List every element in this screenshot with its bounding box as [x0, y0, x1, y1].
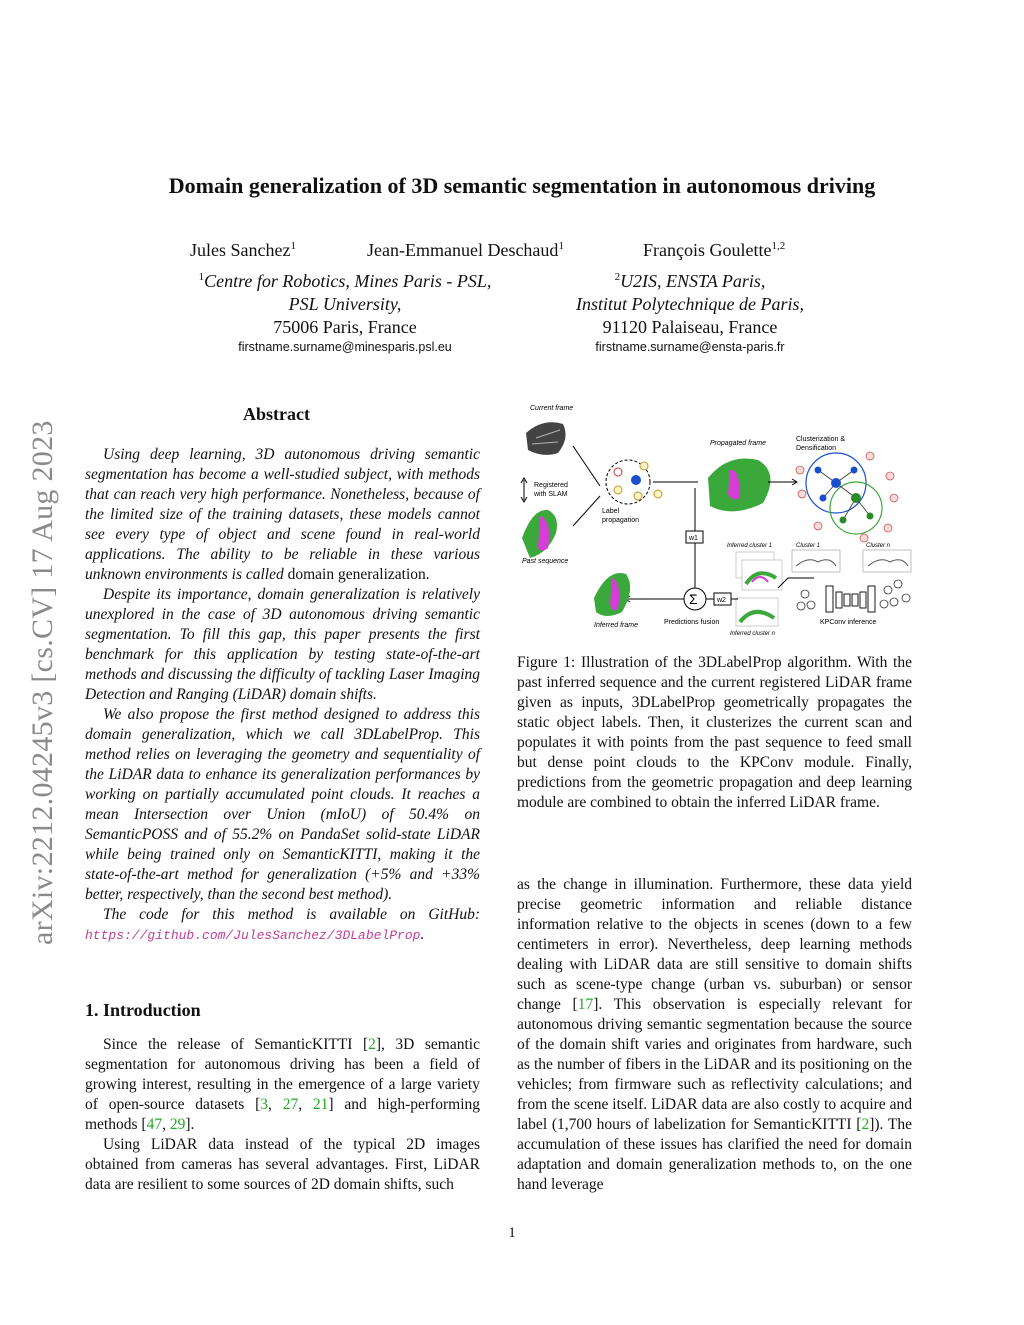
fig-label-inferred-cluster-1: Inferred cluster 1: [727, 543, 773, 549]
arxiv-side-stamp: arXiv:2212.04245v3 [cs.CV] 17 Aug 2023: [26, 420, 59, 945]
citation[interactable]: 27: [282, 1096, 299, 1113]
fig-label-propagation: propagation: [602, 517, 639, 524]
fig-label-predictions-fusion: Predictions fusion: [664, 619, 720, 626]
fig-label-sigma: Σ: [689, 591, 698, 607]
fig-label-past-sequence: Past sequence: [522, 558, 569, 565]
citation[interactable]: 17: [577, 996, 594, 1013]
citation[interactable]: 3: [260, 1096, 269, 1113]
fig-label-w2: w2: [717, 597, 726, 604]
intro-p1: Since the release of SemanticKITTI [2], 3D semantic segmentation for autonomous driving has been a field of growing interest, resulting in the emergence of a large variety of open-source datasets [3, 27, 21] and high-performing methods [47, 29].: [85, 1036, 481, 1133]
abstract-heading: Abstract: [243, 404, 310, 424]
fig-label-cluster-n: Cluster n: [866, 543, 891, 549]
github-link[interactable]: https://github.com/JulesSanchez/3DLabelProp: [85, 928, 421, 943]
affiliation-2: $^2$U2IS, ENSTA Paris, Institut Polytechnique de Paris, 91120 Palaiseau, France: [576, 271, 804, 337]
abstract-body: [85, 445, 480, 946]
abstract-p1: Using deep learning, 3D autonomous driving semantic segmentation has become a well-studied subject, with methods that can reach very high performance. Nonetheless, because of the limited size of the training datasets, these models cannot see every type of object and scene found in real-world applications. The ability to be reliable in these various unknown environments is called domain generalization.: [85, 446, 480, 583]
fig-label-densification: Densification: [796, 445, 837, 452]
page-number: 1: [508, 1225, 516, 1241]
propagated-frame-pointcloud: [708, 458, 770, 511]
fig-label-current-frame: Current frame: [530, 405, 574, 412]
author-2: Jean-Emmanuel Deschaud$^1$: [367, 240, 564, 260]
author-3: François Goulette$^{1,2}$: [643, 240, 786, 260]
past-sequence-pointcloud: [522, 510, 557, 558]
citation[interactable]: 2: [368, 1036, 376, 1053]
fig-label-cluster-1: Cluster 1: [796, 543, 821, 549]
current-frame-pointcloud: [526, 422, 566, 455]
fig-label-inferred-cluster-n: Inferred cluster n: [730, 631, 776, 637]
abstract-p3: We also propose the first method designed to address this domain generalization, which we call 3DLabelProp. This method relies on leveraging the geometry and sequentiality of the LiDAR data to enhance its generalization performances by working on partially accumulated point clouds. It reaches a mean Intersection over Union (mIoU) of 50.4% on SemanticPOSS and of 55.2% on PandaSet solid-state LiDAR while being trained only on SemanticKITTI, making it the state-of-the-art method for generalization (+5% and +33% better, respectively, than the second best method).: [85, 706, 480, 903]
intro-p2: Using LiDAR data instead of the typical 2D images obtained from cameras has several advantages. First, LiDAR data are resilient to some sources of 2D domain shifts, such: [85, 1136, 480, 1193]
fig-label-registered: Registered: [534, 482, 568, 489]
fig-label-label: Label: [602, 508, 620, 515]
figure-caption: Figure 1: Illustration of the 3DLabelProp algorithm. With the past inferred sequence and the current registered LiDAR frame given as inputs, 3DLabelProp geometrically propagates the static object labels. Then, it clusterizes the current scan and populates it with points from the past sequence to feed small but dense point clouds to the KPConv module. Finally, predictions from the geometric propagation and deep learning module are combined to obtain the inferred LiDAR frame.: [517, 654, 912, 811]
fig-label-kpconv: KPConv inference: [820, 619, 877, 626]
fig-label-w1: w1: [689, 535, 698, 542]
figure-3dlabelprop-diagram: [518, 398, 913, 643]
paper-title: Domain generalization of 3D semantic segmentation in autonomous driving: [168, 173, 876, 198]
author-1: Jules Sanchez$^1$: [190, 240, 296, 260]
citation[interactable]: 47: [146, 1116, 163, 1133]
affiliation-1: $^1$Centre for Robotics, Mines Paris - PSL, PSL University, 75006 Paris, France: [198, 271, 492, 337]
citation[interactable]: 2: [861, 1116, 870, 1133]
citation[interactable]: 21: [312, 1096, 329, 1113]
fig-label-with-slam: with SLAM: [534, 491, 568, 498]
section-heading-introduction: 1. Introduction: [85, 1000, 201, 1020]
abstract-p4: The code for this method is available on GitHub: https://github.com/JulesSanchez/3DLabelProp.: [85, 906, 480, 943]
abstract-p2: Despite its importance, domain generalization is relatively unexplored in the case of 3D autonomous driving semantic segmentation. To fill this gap, this paper presents the first benchmark for this application by testing state-of-the-art methods and discussing the difficulty of tackling Laser Imaging Detection and Ranging (LiDAR) domain shifts.: [85, 586, 480, 703]
right-column-body: [517, 875, 912, 1195]
fig-label-inferred-frame: Inferred frame: [594, 622, 638, 629]
citation[interactable]: 29: [169, 1116, 186, 1133]
kpconv-network: [826, 586, 875, 612]
inferred-frame-pointcloud: [594, 573, 630, 616]
fig-label-clusterization: Clusterization &: [796, 436, 846, 443]
cluster-circle-green: [830, 482, 882, 534]
intro-body: [85, 1035, 480, 1195]
fig-label-propagated-frame: Propagated frame: [710, 440, 767, 447]
email-1: firstname.surname@minesparis.psl.eu: [238, 340, 452, 354]
right-column-paragraph: as the change in illumination. Furthermore, these data yield precise geometric information and reliable distance information relative to the objects in scenes (down to a few centimeters in error). Nevertheless, deep learning methods dealing with LiDAR data are still sensitive to domain shifts such as scene-type change (urban vs. suburban) or sensor change [17]. This observation is especially relevant for autonomous driving semantic segmentation because the source of the domain shift varies and originates from hardware, such as the number of fibers in the LiDAR and its positioning on the vehicles; from firmware such as reflectivity calculations; and from the scene itself. LiDAR data are also costly to acquire and label (1,700 hours of labelization for SemanticKITTI [2]). The accumulation of these issues has clarified the need for domain adaptation and domain generalization methods to, on the one hand leverage: [517, 876, 912, 1193]
email-2: firstname.surname@ensta-paris.fr: [595, 340, 785, 354]
